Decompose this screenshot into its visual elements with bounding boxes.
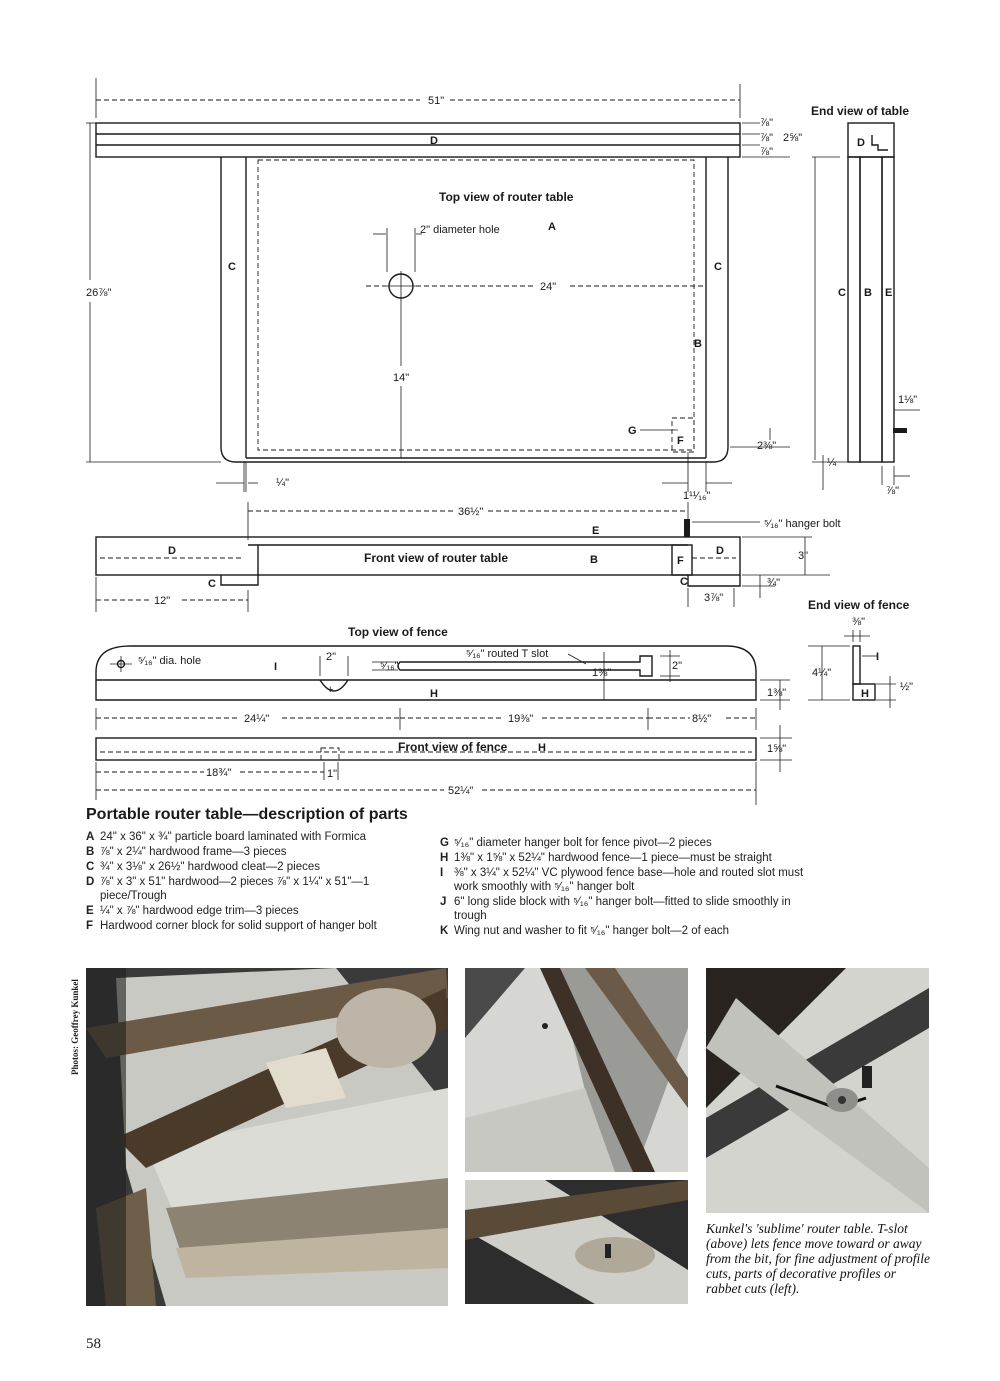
hanger-bolt — [684, 519, 690, 537]
label-c-right: C — [714, 261, 722, 273]
part-text: Wing nut and washer to fit ⁵⁄₁₆" hanger bolt—2 of each — [454, 925, 729, 937]
part-key: H — [440, 852, 449, 864]
pivot-plus: + — [327, 684, 334, 696]
dim-front-height: 3" — [798, 550, 809, 562]
label-h-end-fence: H — [861, 688, 869, 700]
part-item — [86, 830, 416, 844]
part-key: E — [86, 905, 94, 917]
label-b-top: B — [694, 338, 702, 350]
part-key: B — [86, 846, 95, 858]
part-key: C — [86, 861, 95, 873]
photo-hand-adjusting-fence — [465, 1180, 688, 1304]
part-key: A — [86, 831, 95, 843]
label-d-end: D — [857, 137, 865, 149]
dim-hanger-bolt: ⁵⁄₁₆" hanger bolt — [764, 518, 841, 530]
dim-fence-bolt-w: 1" — [327, 768, 338, 780]
label-f-front: F — [677, 555, 684, 567]
top-view-title: Top view of router table — [439, 190, 574, 204]
part-text: ⁵⁄₁₆" diameter hanger bolt for fence pivot—2 pieces — [454, 837, 712, 849]
part-text: 6" long slide block with ⁵⁄₁₆" hanger bolt—fitted to slide smoothly in trough — [454, 896, 791, 922]
dim-front-block: 3⅞" — [704, 592, 724, 604]
dim-ef-height: 4¼" — [812, 667, 832, 679]
dim-fence-total: 52¼" — [448, 785, 474, 797]
dim-fence-1-3-8: 1⅜" — [592, 667, 612, 679]
photo-router-table-fence — [86, 968, 448, 1306]
label-g: G — [628, 425, 637, 437]
part-text: ⅞" x 2¼" hardwood frame—3 pieces — [100, 846, 287, 858]
end-small-mark: ¼ — [827, 457, 837, 469]
part-key: D — [86, 876, 95, 888]
label-d-front-left: D — [168, 545, 176, 557]
part-key: I — [440, 867, 444, 879]
dim-fence-front-h: 1⅝" — [767, 743, 787, 755]
photo-caption: Kunkel's 'sublime' router table. T-slot (above) lets fence move toward or away from the bit, for fine adjustment of profile cuts, parts of decorative profiles or rabbet cuts (left). — [706, 1221, 930, 1296]
part-text: 1⅜" x 1⅝" x 52¼" hardwood fence—1 piece—must be straight — [454, 852, 772, 864]
label-a: A — [548, 221, 556, 233]
label-i-end-fence: I — [876, 651, 880, 663]
dim-fence-seg-2: 19⅜" — [508, 713, 534, 725]
part-item — [86, 904, 416, 918]
part-text: Hardwood corner block for solid support of hanger bolt — [100, 920, 377, 932]
photo-slide-block-bolt — [706, 968, 929, 1213]
label-e-end: E — [885, 287, 893, 299]
dim-front-overhang: 12" — [154, 595, 171, 607]
label-h-fence: H — [430, 688, 438, 700]
photo-credit: Photos: Geoffrey Kunkel — [70, 979, 80, 1075]
label-d-front-right: D — [716, 545, 724, 557]
part-item — [440, 836, 820, 850]
label-f-top: F — [677, 435, 684, 447]
label-b-front: B — [590, 554, 598, 566]
dim-ef-top: ⅜" — [852, 616, 866, 628]
end-view-fence — [808, 598, 913, 708]
part-key: F — [86, 920, 94, 932]
dim-fence-slot-w: ⁵⁄₁₆" — [380, 660, 399, 672]
part-text: ¼" x ⅞" hardwood edge trim—3 pieces — [100, 905, 299, 917]
dim-width: 26⅞" — [86, 287, 112, 299]
front-view-router-table — [96, 502, 841, 612]
part-key: K — [440, 925, 449, 937]
dim-end-bottom: ⅞" — [886, 485, 900, 497]
dim-hole: 2" diameter hole — [420, 224, 500, 236]
dim-front-span: 36½" — [458, 506, 484, 518]
dim-hole-x: 24" — [540, 281, 557, 293]
dim-fence-width-end: 1⅜" — [767, 687, 787, 699]
part-text: ⅞" x 3" x 51" hardwood—2 pieces ⅞" x 1¼" x 51"—1 piece/Trough — [100, 876, 370, 902]
dim-fence-bolt-pos: 18¾" — [206, 767, 232, 779]
label-d-top: D — [430, 135, 438, 147]
part-key: G — [440, 837, 449, 849]
dim-d-thick-1: ⅞" — [760, 117, 774, 129]
part-item — [86, 845, 416, 859]
photo-t-slot-closeup — [465, 968, 688, 1172]
part-item — [86, 860, 416, 874]
dim-fence-t-2in: 2" — [672, 660, 683, 672]
parts-list-right — [440, 836, 820, 939]
part-item — [86, 875, 416, 903]
label-b-end: B — [864, 287, 872, 299]
part-text: ¾" x 3⅛" x 26½" hardwood cleat—2 pieces — [100, 861, 321, 873]
dim-front-cleat: ¾" — [767, 577, 781, 589]
label-e-front: E — [592, 525, 600, 537]
dim-fence-seg-3: 8½" — [692, 713, 712, 725]
dim-fence-2in: 2" — [326, 651, 337, 663]
label-c-front-left: C — [208, 578, 216, 590]
dim-overall-length: 51" — [428, 95, 445, 107]
end-e-trim — [893, 428, 907, 433]
label-c-front-right: C — [680, 576, 688, 588]
label-i-fence: I — [274, 661, 278, 673]
part-text: ⅜" x 3¼" x 52¼" VC plywood fence base—hole and routed slot must work smoothly with ⁵⁄₁₆" hanger bolt — [454, 867, 804, 893]
front-view-fence-title: Front view of fence — [398, 740, 508, 754]
dim-trim: ¼" — [276, 477, 290, 489]
label-c-end: C — [838, 287, 846, 299]
part-item — [440, 895, 820, 923]
dim-f-offset: 1¹¹⁄₁₆" — [683, 490, 711, 502]
dim-d-thick-3: ⅞" — [760, 146, 774, 158]
label-c-left: C — [228, 261, 236, 273]
dim-fence-seg-1: 24¼" — [244, 713, 270, 725]
end-view-table-title: End view of table — [811, 104, 910, 118]
page-number: 58 — [86, 1336, 101, 1352]
parts-list-left — [86, 830, 416, 934]
end-view-table — [811, 104, 920, 497]
top-view-fence — [96, 625, 790, 730]
dim-end-e: 1⅛" — [898, 394, 918, 406]
dim-d-total: 2⅝" — [783, 132, 803, 144]
front-view-fence — [96, 725, 792, 805]
end-view-fence-title: End view of fence — [808, 598, 910, 612]
top-view-fence-title: Top view of fence — [348, 625, 448, 639]
part-item — [86, 919, 416, 933]
top-view-router-table — [86, 78, 802, 502]
part-item — [440, 866, 820, 894]
part-text: 24" x 36" x ¾" particle board laminated with Formica — [100, 831, 367, 843]
label-h-front-fence: H — [538, 742, 546, 754]
part-item — [440, 924, 820, 938]
dim-t-slot: ⁵⁄₁₆" routed T slot — [466, 648, 549, 660]
part-key: J — [440, 896, 447, 908]
front-view-title: Front view of router table — [364, 551, 509, 565]
parts-title: Portable router table—description of parts — [86, 806, 408, 823]
dim-corner: 2⅜" — [757, 440, 777, 452]
dim-d-thick-2: ⅞" — [760, 132, 774, 144]
part-item — [440, 851, 820, 865]
dim-hole-y: 14" — [393, 372, 410, 384]
dim-ef-half: ½" — [900, 681, 914, 693]
dim-fence-hole: ⁵⁄₁₆" dia. hole — [138, 655, 202, 667]
